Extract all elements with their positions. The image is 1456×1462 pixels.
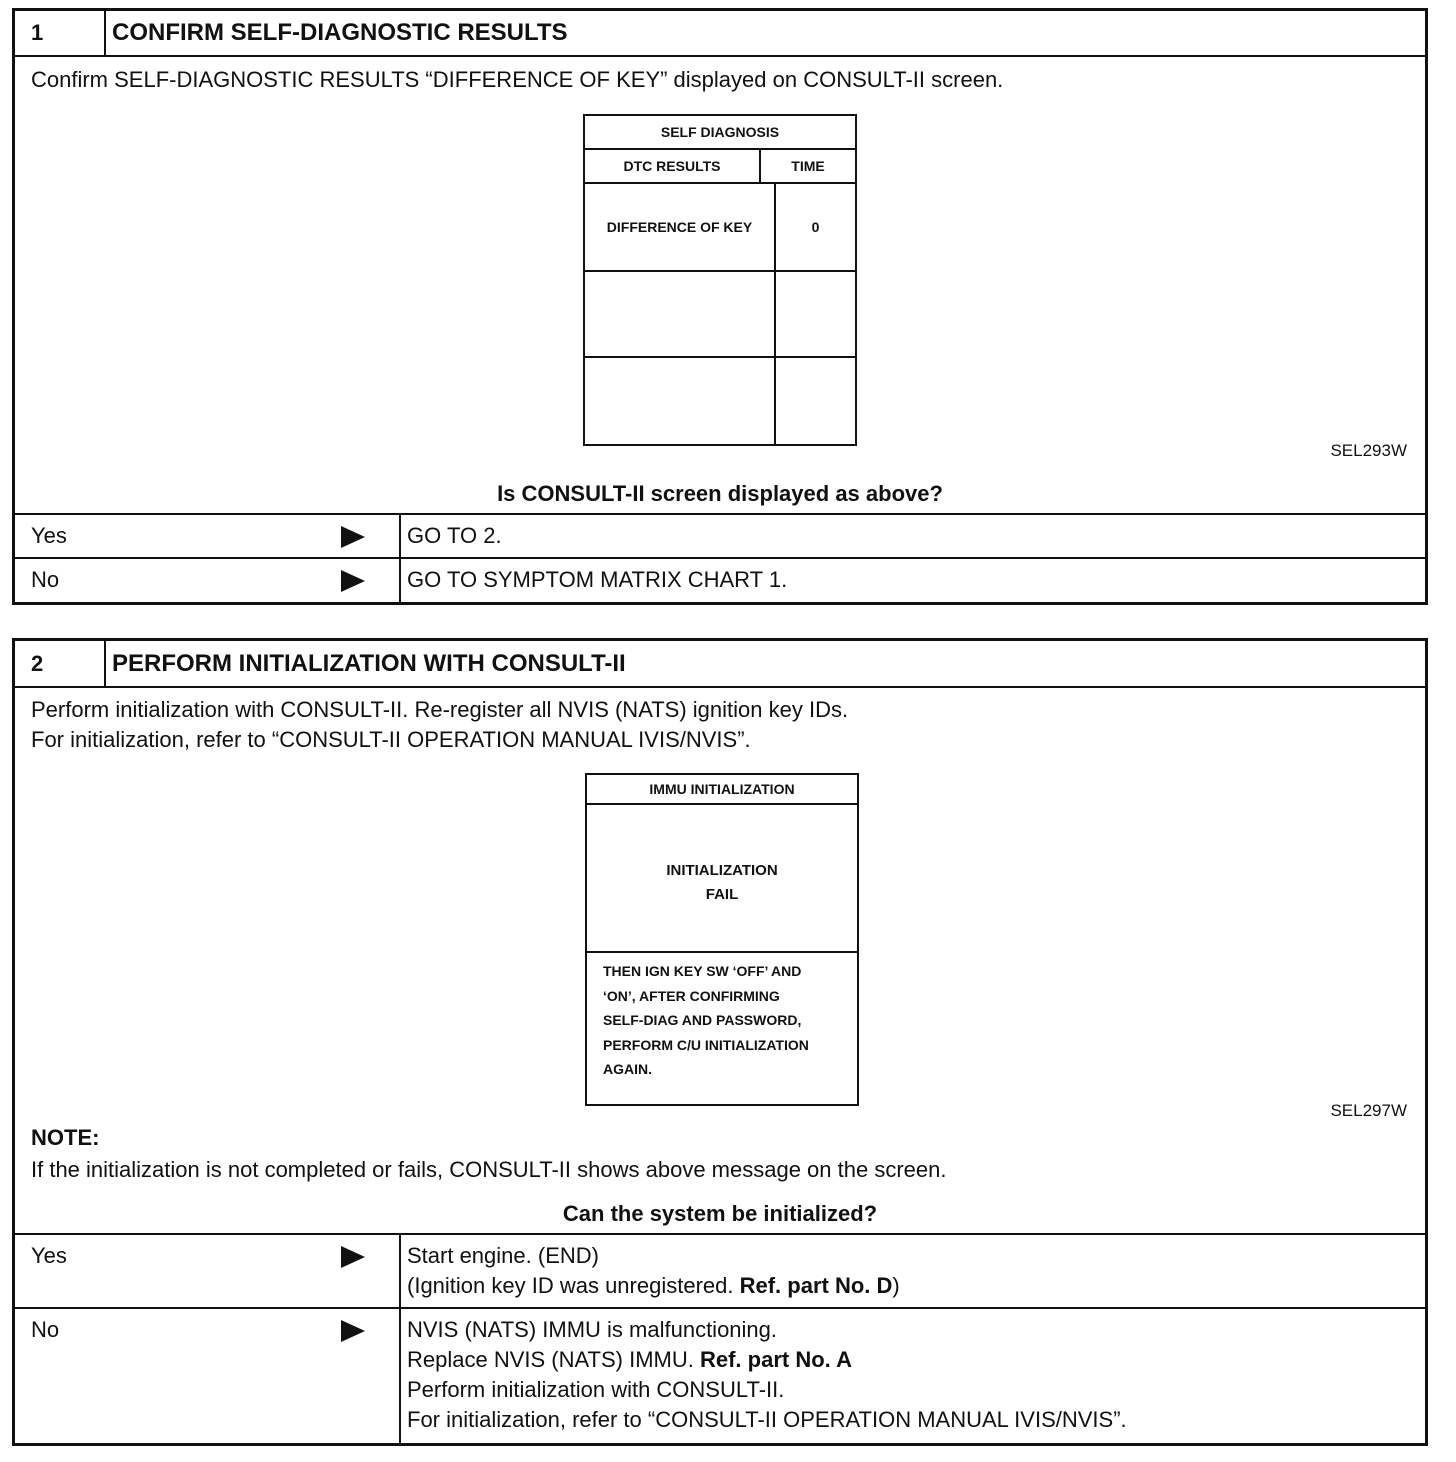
figure-code-sel293w: SEL293W — [1330, 441, 1407, 460]
step-1-answer-yes — [15, 513, 1425, 557]
note-label: NOTE: — [31, 1125, 100, 1150]
step-1-yes-action: GO TO 2. — [407, 523, 502, 548]
yes-label: Yes — [31, 1243, 67, 1268]
figure-code-sel297w: SEL297W — [1330, 1101, 1407, 1120]
no-label: No — [31, 1317, 60, 1342]
self-diagnosis-screen — [583, 114, 857, 446]
yes-label: Yes — [31, 523, 67, 548]
time-header: TIME — [791, 158, 825, 174]
self-diagnosis-title: SELF DIAGNOSIS — [660, 124, 780, 140]
step-1-instruction: Confirm SELF-DIAGNOSTIC RESULTS “DIFFERENCE OF KEY” displayed on CONSULT-II screen. — [31, 67, 1004, 92]
immu-screen-message: THEN IGN KEY SW ‘OFF’ AND ‘ON’, AFTER CONFIRMING SELF-DIAG AND PASSWORD, PERFORM C/U INITIALIZATION AGAIN. — [603, 963, 809, 1077]
step-1-title: CONFIRM SELF-DIAGNOSTIC RESULTS — [112, 19, 568, 46]
step-2-answer-no — [15, 1307, 1425, 1443]
immu-screen-title: IMMU INITIALIZATION — [587, 775, 857, 805]
step-1-question: Is CONSULT-II screen displayed as above? — [497, 481, 943, 506]
step-2-no-action: NVIS (NATS) IMMU is malfunctioning. Replace NVIS (NATS) IMMU. Ref. part No. A Perform initialization with CONSULT-II. For initialization, refer to “CONSULT-II OPERATION MANUAL IVIS/NVIS”. — [407, 1317, 1127, 1432]
immu-initialization-screen — [585, 773, 859, 1106]
step-2-title: PERFORM INITIALIZATION WITH CONSULT-II — [112, 649, 626, 677]
dtc-row-1-time: 0 — [811, 219, 820, 235]
step-2-instruction-line-2: For initialization, refer to “CONSULT-II OPERATION MANUAL IVIS/NVIS”. — [31, 727, 751, 752]
arrow-right-icon — [341, 1246, 365, 1268]
dtc-row-1-name: DIFFERENCE OF KEY — [606, 219, 753, 235]
step-2-question: Can the system be initialized? — [562, 1201, 878, 1226]
step-2-number: 2 — [15, 641, 106, 686]
step-2-header — [15, 641, 1425, 688]
step-2-yes-action: Start engine. (END) (Ignition key ID was unregistered. Ref. part No. D) — [407, 1243, 900, 1298]
initialization-fail-status: INITIALIZATION FAIL — [666, 862, 778, 903]
step-1-header — [15, 11, 1425, 57]
no-label: No — [31, 567, 60, 592]
arrow-right-icon — [341, 1320, 365, 1342]
dtc-results-header: DTC RESULTS — [623, 158, 721, 174]
note-text: If the initialization is not completed or fails, CONSULT-II shows above message on the screen. — [31, 1157, 947, 1182]
step-1-no-action: GO TO SYMPTOM MATRIX CHART 1. — [407, 567, 788, 592]
step-2-box — [12, 638, 1428, 1446]
step-2-answer-yes — [15, 1233, 1425, 1307]
step-1-answer-no — [15, 557, 1425, 602]
step-2-instruction — [31, 695, 848, 755]
step-1-box — [12, 8, 1428, 605]
arrow-right-icon — [341, 526, 365, 548]
step-1-number: 1 — [15, 11, 106, 55]
arrow-right-icon — [341, 570, 365, 592]
step-2-instruction-line-1: Perform initialization with CONSULT-II. Re-register all NVIS (NATS) ignition key IDs. — [31, 697, 849, 722]
